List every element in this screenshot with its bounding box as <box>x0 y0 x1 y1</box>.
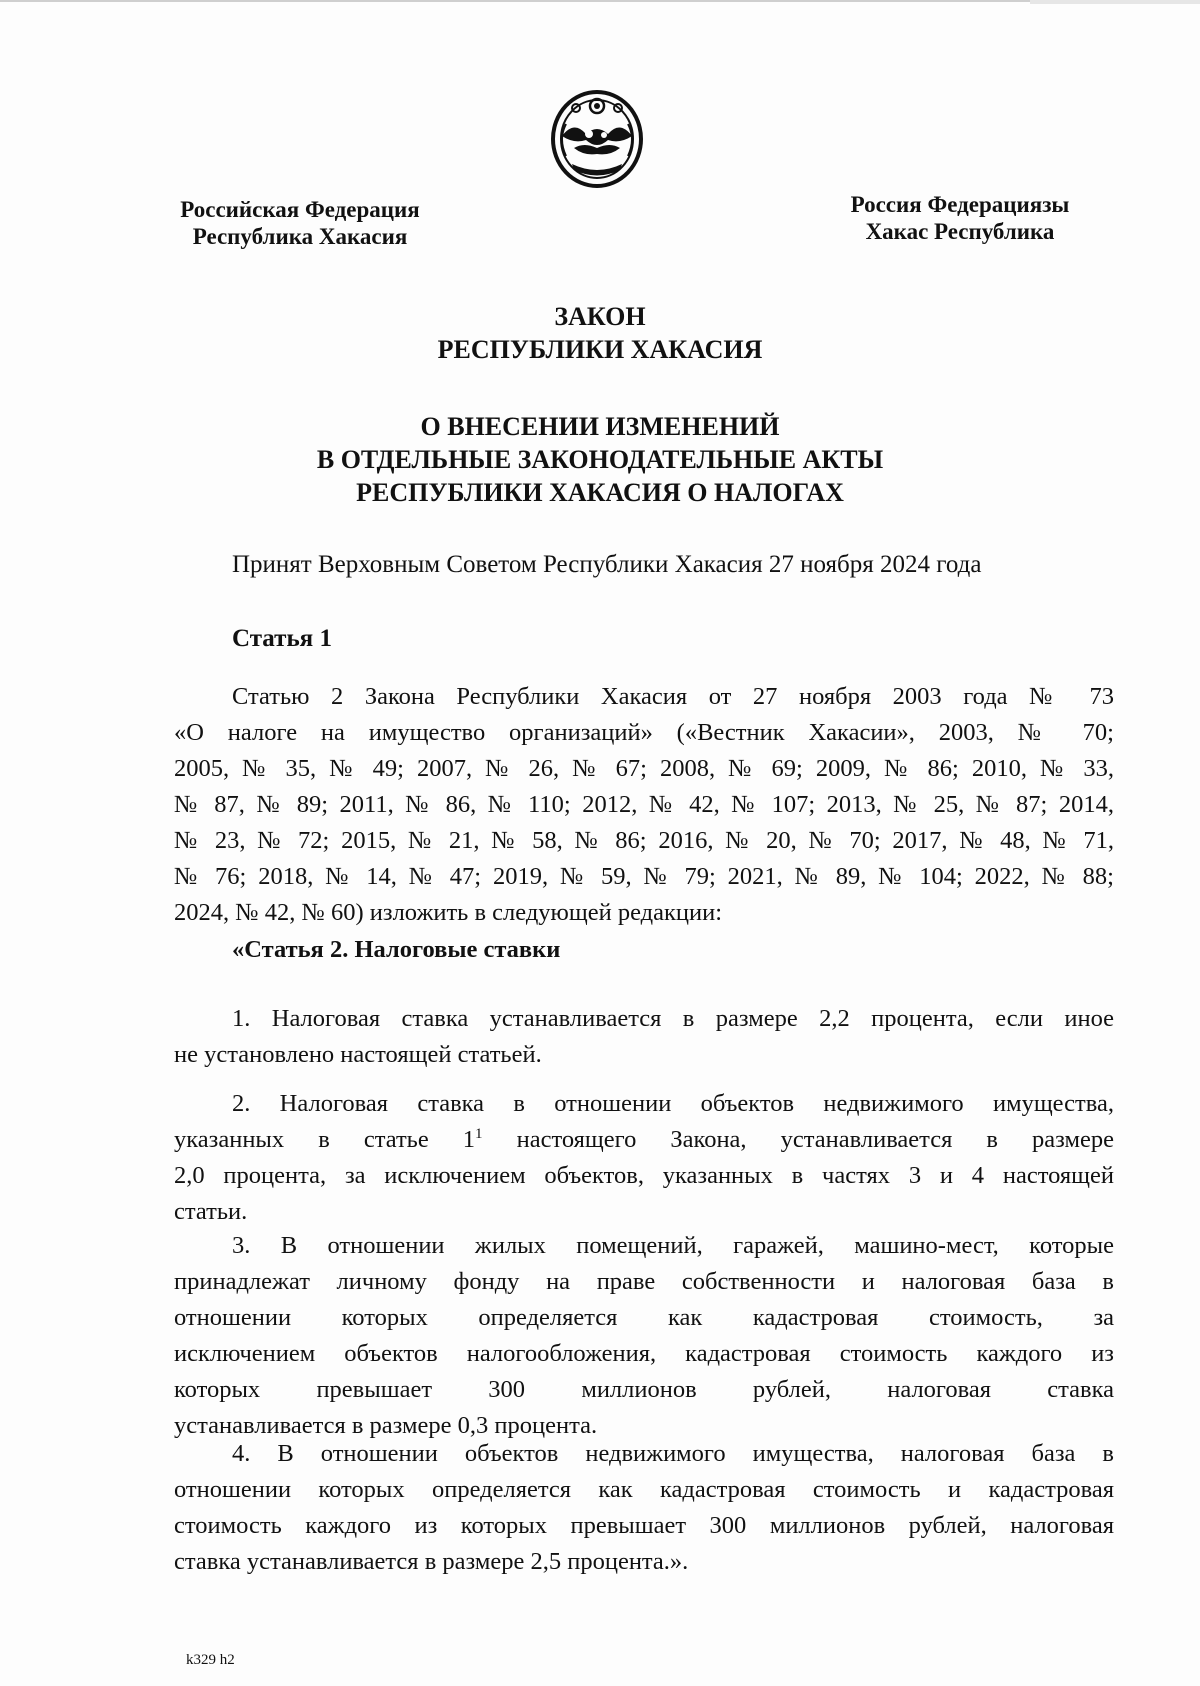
text-line: ставка устанавливается в размере 2,5 процента.». <box>174 1548 689 1575</box>
part-2 <box>174 1086 1114 1230</box>
text-line: стоимость каждого из которых превышает 300 миллионов рублей, налоговая <box>174 1512 1114 1539</box>
new-article-heading <box>174 932 1114 968</box>
text-line-with-superscript <box>174 1122 1114 1158</box>
law-title-line1: ЗАКОН <box>554 302 646 331</box>
coat-of-arms-emblem-icon <box>544 84 650 190</box>
text-line: Статью 2 Закона Республики Хакасия от 27 ноября 2003 года № 73 <box>232 683 1114 710</box>
law-subject-line2: В ОТДЕЛЬНЫЕ ЗАКОНОДАТЕЛЬНЫЕ АКТЫ <box>316 445 884 474</box>
article-intro <box>174 679 1114 931</box>
text-line: которых превышает 300 миллионов рублей, налоговая ставка <box>174 1376 1114 1403</box>
scan-edge-shadow <box>1030 0 1200 4</box>
text-line: не установлено настоящей статьей. <box>174 1041 542 1068</box>
text-line: 3. В отношении жилых помещений, гаражей, машино-мест, которые <box>232 1232 1114 1259</box>
law-subject-line1: О ВНЕСЕНИИ ИЗМЕНЕНИЙ <box>420 412 780 441</box>
text-line: 2. Налоговая ставка в отношении объектов недвижимого имущества, <box>232 1090 1114 1117</box>
part-4 <box>174 1436 1114 1580</box>
text-line: отношении которых определяется как кадастровая стоимость, за <box>174 1304 1114 1331</box>
header-right <box>810 191 1110 245</box>
header-right-line2: Хакас Республика <box>865 219 1055 244</box>
article-heading: Статья 1 <box>232 625 332 652</box>
text-line: 2005, № 35, № 49; 2007, № 26, № 67; 2008, № 69; 2009, № 86; 2010, № 33, <box>174 755 1114 782</box>
text-fragment: настоящего Закона, устанавливается в размере <box>482 1126 1114 1153</box>
part-1 <box>174 1001 1114 1073</box>
text-line: 2024, № 42, № 60) изложить в следующей редакции: <box>174 899 723 926</box>
text-line: исключением объектов налогообложения, кадастровая стоимость каждого из <box>174 1340 1114 1367</box>
law-title <box>0 300 1200 366</box>
scan-edge-line <box>0 0 1200 2</box>
header-left <box>150 196 450 250</box>
text-line: № 76; 2018, № 14, № 47; 2019, № 59, № 79; 2021, № 89, № 104; 2022, № 88; <box>174 863 1114 890</box>
header-right-line1: Россия Федерациязы <box>850 192 1070 217</box>
text-fragment: указанных в статье 1 <box>174 1126 476 1153</box>
part-3 <box>174 1228 1114 1444</box>
text-line: 2,0 процента, за исключением объектов, указанных в частях 3 и 4 настоящей <box>174 1162 1114 1189</box>
text-line: «О налоге на имущество организаций» («Вестник Хакасии», 2003, № 70; <box>174 719 1114 746</box>
text-line: устанавливается в размере 0,3 процента. <box>174 1412 598 1439</box>
header-left-line2: Республика Хакасия <box>192 224 408 249</box>
text-line: № 23, № 72; 2015, № 21, № 58, № 86; 2016, № 20, № 70; 2017, № 48, № 71, <box>174 827 1114 854</box>
law-subject <box>0 410 1200 509</box>
superscript: 1 <box>475 1125 483 1142</box>
law-subject-line3: РЕСПУБЛИКИ ХАКАСИЯ О НАЛОГАХ <box>356 478 844 507</box>
law-title-line2: РЕСПУБЛИКИ ХАКАСИЯ <box>437 335 763 364</box>
text-line: отношении которых определяется как кадастровая стоимость и кадастровая <box>174 1476 1114 1503</box>
text-line: 1. Налоговая ставка устанавливается в размере 2,2 процента, если иное <box>232 1005 1114 1032</box>
adoption-line: Принят Верховным Советом Республики Хакасия 27 ноября 2024 года <box>232 551 982 578</box>
document-code: k329 h2 <box>186 1652 235 1668</box>
text-line: № 87, № 89; 2011, № 86, № 110; 2012, № 42, № 107; 2013, № 25, № 87; 2014, <box>174 791 1114 818</box>
text-line: статьи. <box>174 1198 248 1225</box>
new-article-heading-text: «Статья 2. Налоговые ставки <box>232 936 561 963</box>
text-line: 4. В отношении объектов недвижимого имущества, налоговая база в <box>232 1440 1114 1467</box>
text-line: принадлежат личному фонду на праве собственности и налоговая база в <box>174 1268 1114 1295</box>
header-left-line1: Российская Федерация <box>180 197 420 222</box>
